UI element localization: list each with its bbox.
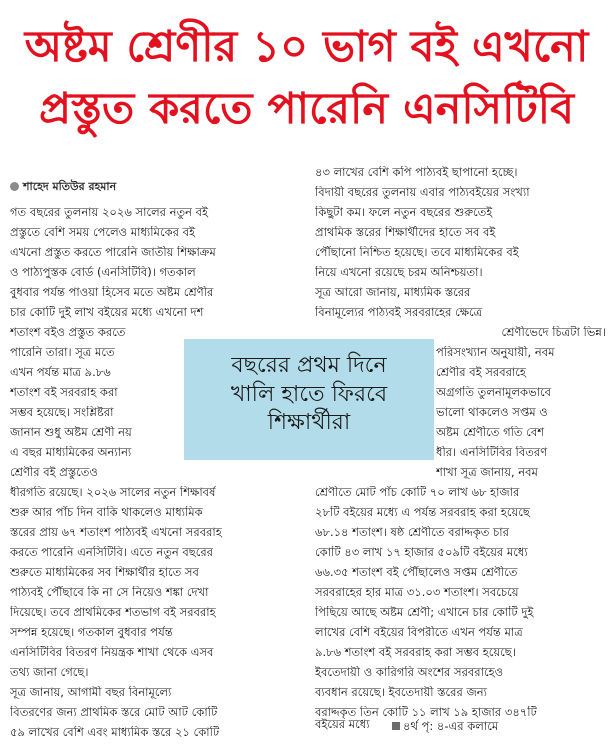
left-column-line: দিয়েছে। তবে প্রাথমিকের শতভাগ বই সরবরাহ <box>10 606 216 619</box>
headline-line-2: প্রস্তুত করতে পারেনি এনসিটিবি <box>38 84 575 134</box>
right-column-line: লাখের বেশি বইয়ের বিপরীতে এখন পর্যন্ত মাত্র <box>315 626 523 639</box>
left-column-line: শুরুতে মাধ্যমিকের সব শিক্ষার্থীর হাতে সব <box>10 566 199 579</box>
right-column-line: বইয়ের মধ্যে <box>315 718 370 731</box>
right-column-line: সূত্র আরো জানায়, মাধ্যমিক স্তরের <box>315 286 471 299</box>
byline-bullet-icon <box>10 182 19 191</box>
left-column-line: এখনো প্রস্তুত করতে পারেনি জাতীয় শিক্ষাক্রম <box>10 246 216 259</box>
right-column-line: শ্রেণীতে মোট পাঁচ কোটি ৭০ লাখ ৬৮ হাজার <box>315 486 520 499</box>
left-column-line: করতে পারেনি এনসিটিবি। এতে নতুন বছরের <box>10 546 213 559</box>
right-column-line: শ্রেণীর বই সরবরাহে <box>436 366 526 379</box>
right-column-line: ধীর। এনসিটিবির বিতরণ <box>436 446 548 459</box>
right-column-line: প্রাথমিক স্তরের শিক্ষার্থীদের হাতে সব বই <box>315 226 496 239</box>
left-column-line: সম্পন্ন হয়েছে। গতকাল বুধবার পর্যন্ত <box>10 626 173 639</box>
byline <box>10 178 116 197</box>
right-column-line: ব্যবধান রয়েছে। ইবতেদায়ী স্তরের জন্য <box>315 686 487 699</box>
pull-quote-line: বছরের প্রথম দিনে <box>231 353 387 378</box>
left-column-line: পারেনি তারা। সূত্র মতে <box>10 346 115 359</box>
right-column-line: ৬৬.৩৫ শতাংশ বই পৌঁছালেও সপ্তম শ্রেণীতে <box>315 566 518 579</box>
left-column-line: জানান শুধু অষ্টম শ্রেণী নয় <box>10 426 132 439</box>
right-column-line: বরাদ্দকৃত তিন কোটি ১১ লাখ ১৯ হাজার ৩৪৭টি <box>315 706 537 719</box>
right-column-line: বিদায়ী বছরের তুলনায় এবার পাঠ্যবইয়ের সংখ্যা <box>315 186 530 199</box>
left-column-line: শুরু আর পাঁচ দিন বাকি থাকলেও মাধ্যমিক <box>10 506 203 519</box>
left-column-line: সূত্র জানায়, আগামী বছর বিনামূল্যে <box>10 686 172 699</box>
right-column-line: ভালো থাকলেও সপ্তম ও <box>436 406 548 419</box>
pull-quote-line: খালি হাতে ফিরবে <box>230 381 388 407</box>
right-column-line: শ্রেণীভেদে চিত্রটা ভিন্ন। <box>501 326 606 339</box>
left-column-line: ধীরগতি রয়েছে। ২০২৬ সালের নতুন শিক্ষাবর্ষ <box>10 486 216 499</box>
left-column-line: শতাংশ বই সরবরাহ করা <box>10 386 118 399</box>
right-column-line: ইবতেদায়ী ও কারিগরি অংশের সরবরাহেও <box>315 666 504 679</box>
right-column-line: পৌঁছানো নিশ্চিত হয়েছে। তবে মাধ্যমিকের বই <box>315 246 519 259</box>
right-column-line: অগ্রগতি তুলনামূলকভাবে <box>436 386 552 399</box>
left-column-line: শ্রেণীর বই প্রস্তুতেও <box>10 466 98 479</box>
left-column-line: স্তরের প্রায় ৬৭ শতাংশ পাঠ্যবই এখনো সরবরাহ <box>10 526 222 539</box>
right-column-line: ২৮টি বইয়ের মধ্যে এ পর্যন্ত সরবরাহ করা হয়েছে <box>315 506 530 519</box>
right-column-line: বিনামূল্যের পাঠ্যবই সরবরাহের ক্ষেত্রে <box>315 306 483 319</box>
left-column-line: তথ্য জানা গেছে। <box>10 666 89 679</box>
left-column-line: চার কোটি দুই লাখ বইয়ের মধ্যে এখনো দশ <box>10 306 204 319</box>
right-column-line: কোটি ৪৩ লাখ ১৭ হাজার ৫০৯টি বইয়ের মধ্যে <box>315 546 528 559</box>
byline-author: শাহেদ মতিউর রহমান <box>23 180 117 193</box>
continuation-text: ৪র্থ পৃ: ৪-এর কলামে <box>403 719 499 733</box>
left-column-line: সম্ভব হয়েছে। সংশ্লিষ্টরা <box>10 406 114 419</box>
right-column-line: পরিসংখ্যান অনুযায়ী, নবম <box>436 346 555 359</box>
left-column-line: পাঠ্যবই পৌঁছাবে কি না সে নিয়েও শঙ্কা দেখা <box>10 586 209 599</box>
left-column-line: শতাংশ বইও প্রস্তুত করতে <box>10 326 126 339</box>
left-column-line: ও পাঠ্যপুস্তক বোর্ড (এনসিটিবি)। গতকাল <box>10 266 196 279</box>
right-column-line: শাখা সূত্র জানায়, নবম <box>436 466 538 479</box>
left-column-line: গত বছরের তুলনায় ২০২৬ সালের নতুন বই <box>10 206 209 219</box>
right-column-line: ৬৮.১৪ শতাংশ। ষষ্ঠ শ্রেণীতে বরাদ্দকৃত চার <box>315 526 509 539</box>
square-bullet-icon <box>392 722 400 730</box>
right-column-line: নিয়ে এখনো রয়েছে চরম অনিশ্চয়তা। <box>315 266 483 279</box>
continuation-note <box>392 718 498 737</box>
pull-quote-line: শিক্ষার্থীরা <box>267 410 351 436</box>
left-column-line: বুধবার পর্যন্ত পাওয়া হিসেব মতে অষ্টম শ্রেণীর <box>10 286 214 299</box>
right-column-line: অষ্টম শ্রেণীতে গতি বেশ <box>436 426 545 439</box>
right-column-line: সরবরাহের হার মাত্র ৩১.০৩ শতাংশ। সবচেয়ে <box>315 586 519 599</box>
pull-quote <box>184 339 434 460</box>
right-column-line: ৯.৮৬ শতাংশ বই সরবরাহ করা সম্ভব হয়েছে। <box>315 646 516 659</box>
left-column-line: বিতরণের জন্য প্রাথমিক স্তরে মোট আট কোটি <box>10 706 218 719</box>
right-column-line: কিছুটা কম। ফলে নতুন বছরের শুরুতেই <box>315 206 493 219</box>
left-column-line: ৫৯ লাখের বেশি এবং মাধ্যমিক স্তরে ২১ কোটি <box>10 726 220 739</box>
left-column-line: এখন পর্যন্ত মাত্র ৯.৮৬ <box>10 366 111 379</box>
right-column-line: পিছিয়ে আছে অষ্টম শ্রেণী; এখানে চার কোটি দুই <box>315 606 534 619</box>
right-column-line: ৪৩ লাখের বেশি কপি পাঠ্যবই ছাপানো হচ্ছে। <box>315 166 518 179</box>
left-column-line: এ বছর মাধ্যমিকের অন্যান্য <box>10 446 132 459</box>
left-column-line: এনসিটিবির বিতরণ নিয়ন্ত্রক শাখা থেকে এসব <box>10 646 214 659</box>
headline-line-1: অষ্টম শ্রেণীর ১০ ভাগ বই এখনো <box>24 22 589 72</box>
left-column-line: প্রস্তুতে বেশি সময় পেলেও মাধ্যমিকের বই <box>10 226 195 239</box>
